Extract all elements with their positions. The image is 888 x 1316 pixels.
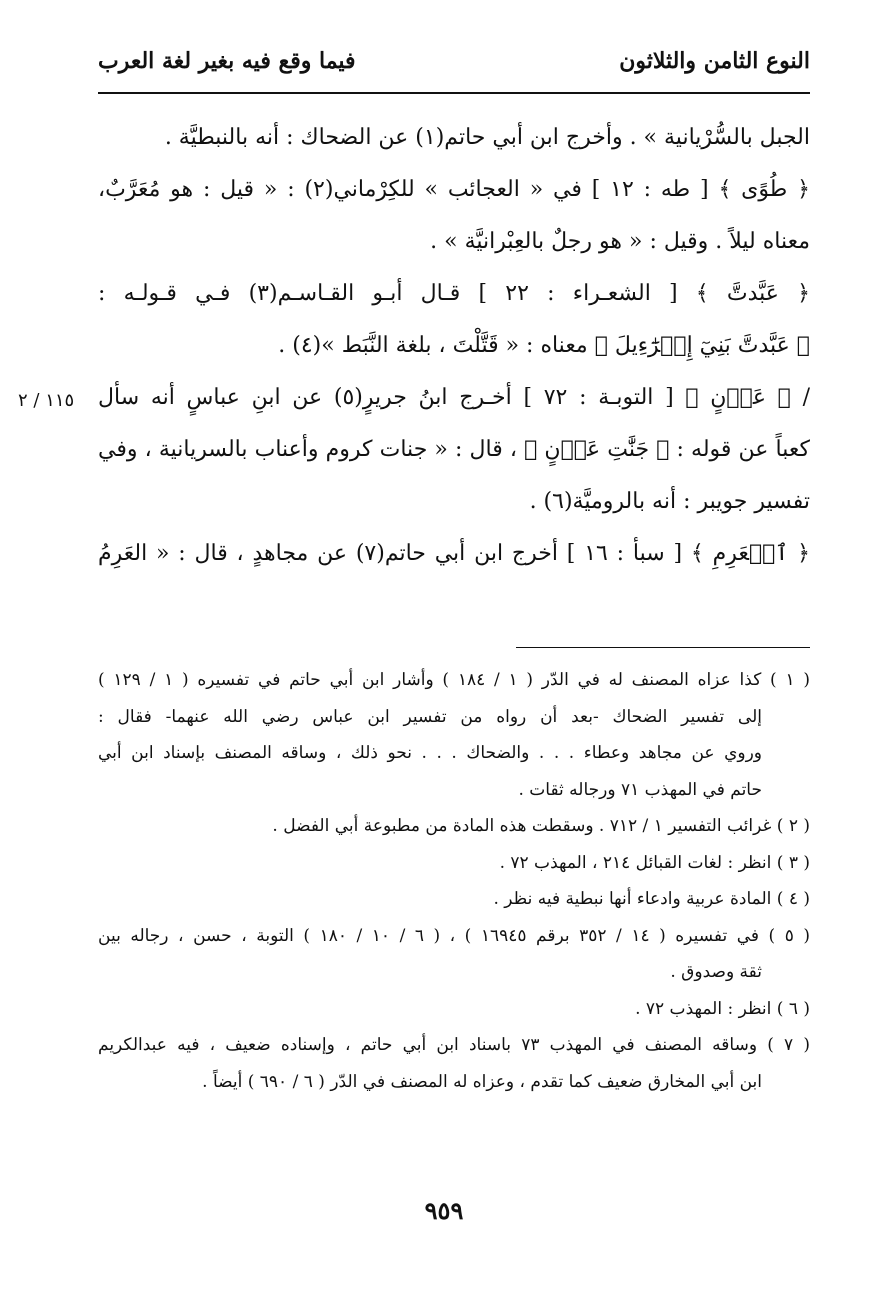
footnote-line: ( ٦ ) انظر : المهذب ٧٢ . <box>635 998 810 1019</box>
footnote-line: ثقة وصدوق . <box>670 962 762 982</box>
page-number: ٩٥٩ <box>424 1196 464 1225</box>
text-line: تفسير جويبر : أنه بالروميَّة(٦) . <box>529 489 810 514</box>
section-title: فيما وقع فيه بغير لغة العرب <box>98 48 356 74</box>
text-line: / ﴿ عَدۡنٍ ﴾ [ التوبـة : ٧٢ ] أخـرج ابنُ جريرٍ(٥) عن ابنِ عباسٍ أنه سأل <box>98 385 810 410</box>
footnote-line: وروي عن مجاهد وعطاء . . . والضحاك . . . نحو ذلك ، وساقه المصنف بإسناد ابن أبي <box>98 743 762 763</box>
footnote-line: ( ٥ ) في تفسيره ( ١٤ / ٣٥٢ برقم ١٦٩٤٥ ) ، ( ٦ / ١٠ / ١٨٠ ) التوبة ، حسن ، رجاله بين <box>98 925 810 946</box>
text-line: ﴿ عَبَّدتَّ ﴾ [ الشعـراء : ٢٢ ] قـال أبـو القـاسـم(٣) فـي قـولـه : <box>98 281 810 306</box>
footnote-separator <box>516 647 810 648</box>
text-line: الجبل بالسُّرْيانية » . وأخرج ابن أبي حاتم(١) عن الضحاك : أنه بالنبطيَّة . <box>164 125 810 150</box>
chapter-title: النوع الثامن والثلاثون <box>619 48 810 74</box>
footnote-line: ( ٧ ) وساقه المصنف في المهذب ٧٣ باسناد ابن أبي حاتم ، وإسناده ضعيف ، فيه عبدالكريم <box>98 1035 810 1055</box>
footnote-line: ( ٣ ) انظر : لغات القبائل ٢١٤ ، المهذب ٧٢ . <box>499 852 810 873</box>
margin-page-reference: ١١٥ / ٢ <box>18 390 75 411</box>
header-rule <box>98 92 810 94</box>
footnote-line: ( ٢ ) غرائب التفسير ١ / ٧١٢ . وسقطت هذه المادة من مطبوعة أبي الفضل . <box>272 816 810 836</box>
footnote-line: إلى تفسير الضحاك -بعد أن رواه من تفسير ابن عباس رضي الله عنهما- فقال : <box>98 706 762 727</box>
footnote-line: حاتم في المهذب ٧١ ورجاله ثقات . <box>518 779 762 800</box>
footnote-line: ( ١ ) كذا عزاه المصنف له في الدّر ( ١ / ١٨٤ ) وأشار ابن أبي حاتم في تفسيره ( ١ / ١٢٩ ) <box>98 670 810 690</box>
footnote-line: ابن أبي المخارق ضعيف كما تقدم ، وعزاه له المصنف في الدّر ( ٦ / ٦٩٠ ) أيضاً . <box>202 1071 762 1092</box>
footnote-line: ( ٤ ) المادة عربية وادعاء أنها نبطية فيه نظر . <box>493 889 810 909</box>
text-line: معناه ليلاً . وقيل : « هو رجلٌ بالعِبْرانيَّة » . <box>430 229 810 254</box>
text-line: ﴿ عَبَّدتَّ بَنِيٓ إِسۡرَٰٓءِيلَ ﴾ معناه : « قَتَّلْتَ ، بلغة النَّبَط »(٤) . <box>278 333 810 358</box>
running-header <box>98 38 810 94</box>
text-line: كعباً عن قوله : ﴿ جَنَّٰتِ عَدۡنٍ ﴾ ، قال : « جنات كروم وأعناب بالسريانية ، وفي <box>98 437 810 462</box>
footnotes <box>98 662 810 1100</box>
main-text <box>98 112 810 580</box>
text-line: ﴿ طُوًى ﴾ [ طه : ١٢ ] في « العجائب » للكِرْماني(٢) : « قيل : هو مُعَرَّبٌ، <box>98 177 810 202</box>
text-line: ﴿ ٱلۡعَرِمِ ﴾ [ سبأ : ١٦ ] أخرج ابن أبي حاتم(٧) عن مجاهدٍ ، قال : « العَرِمُ <box>98 541 810 566</box>
